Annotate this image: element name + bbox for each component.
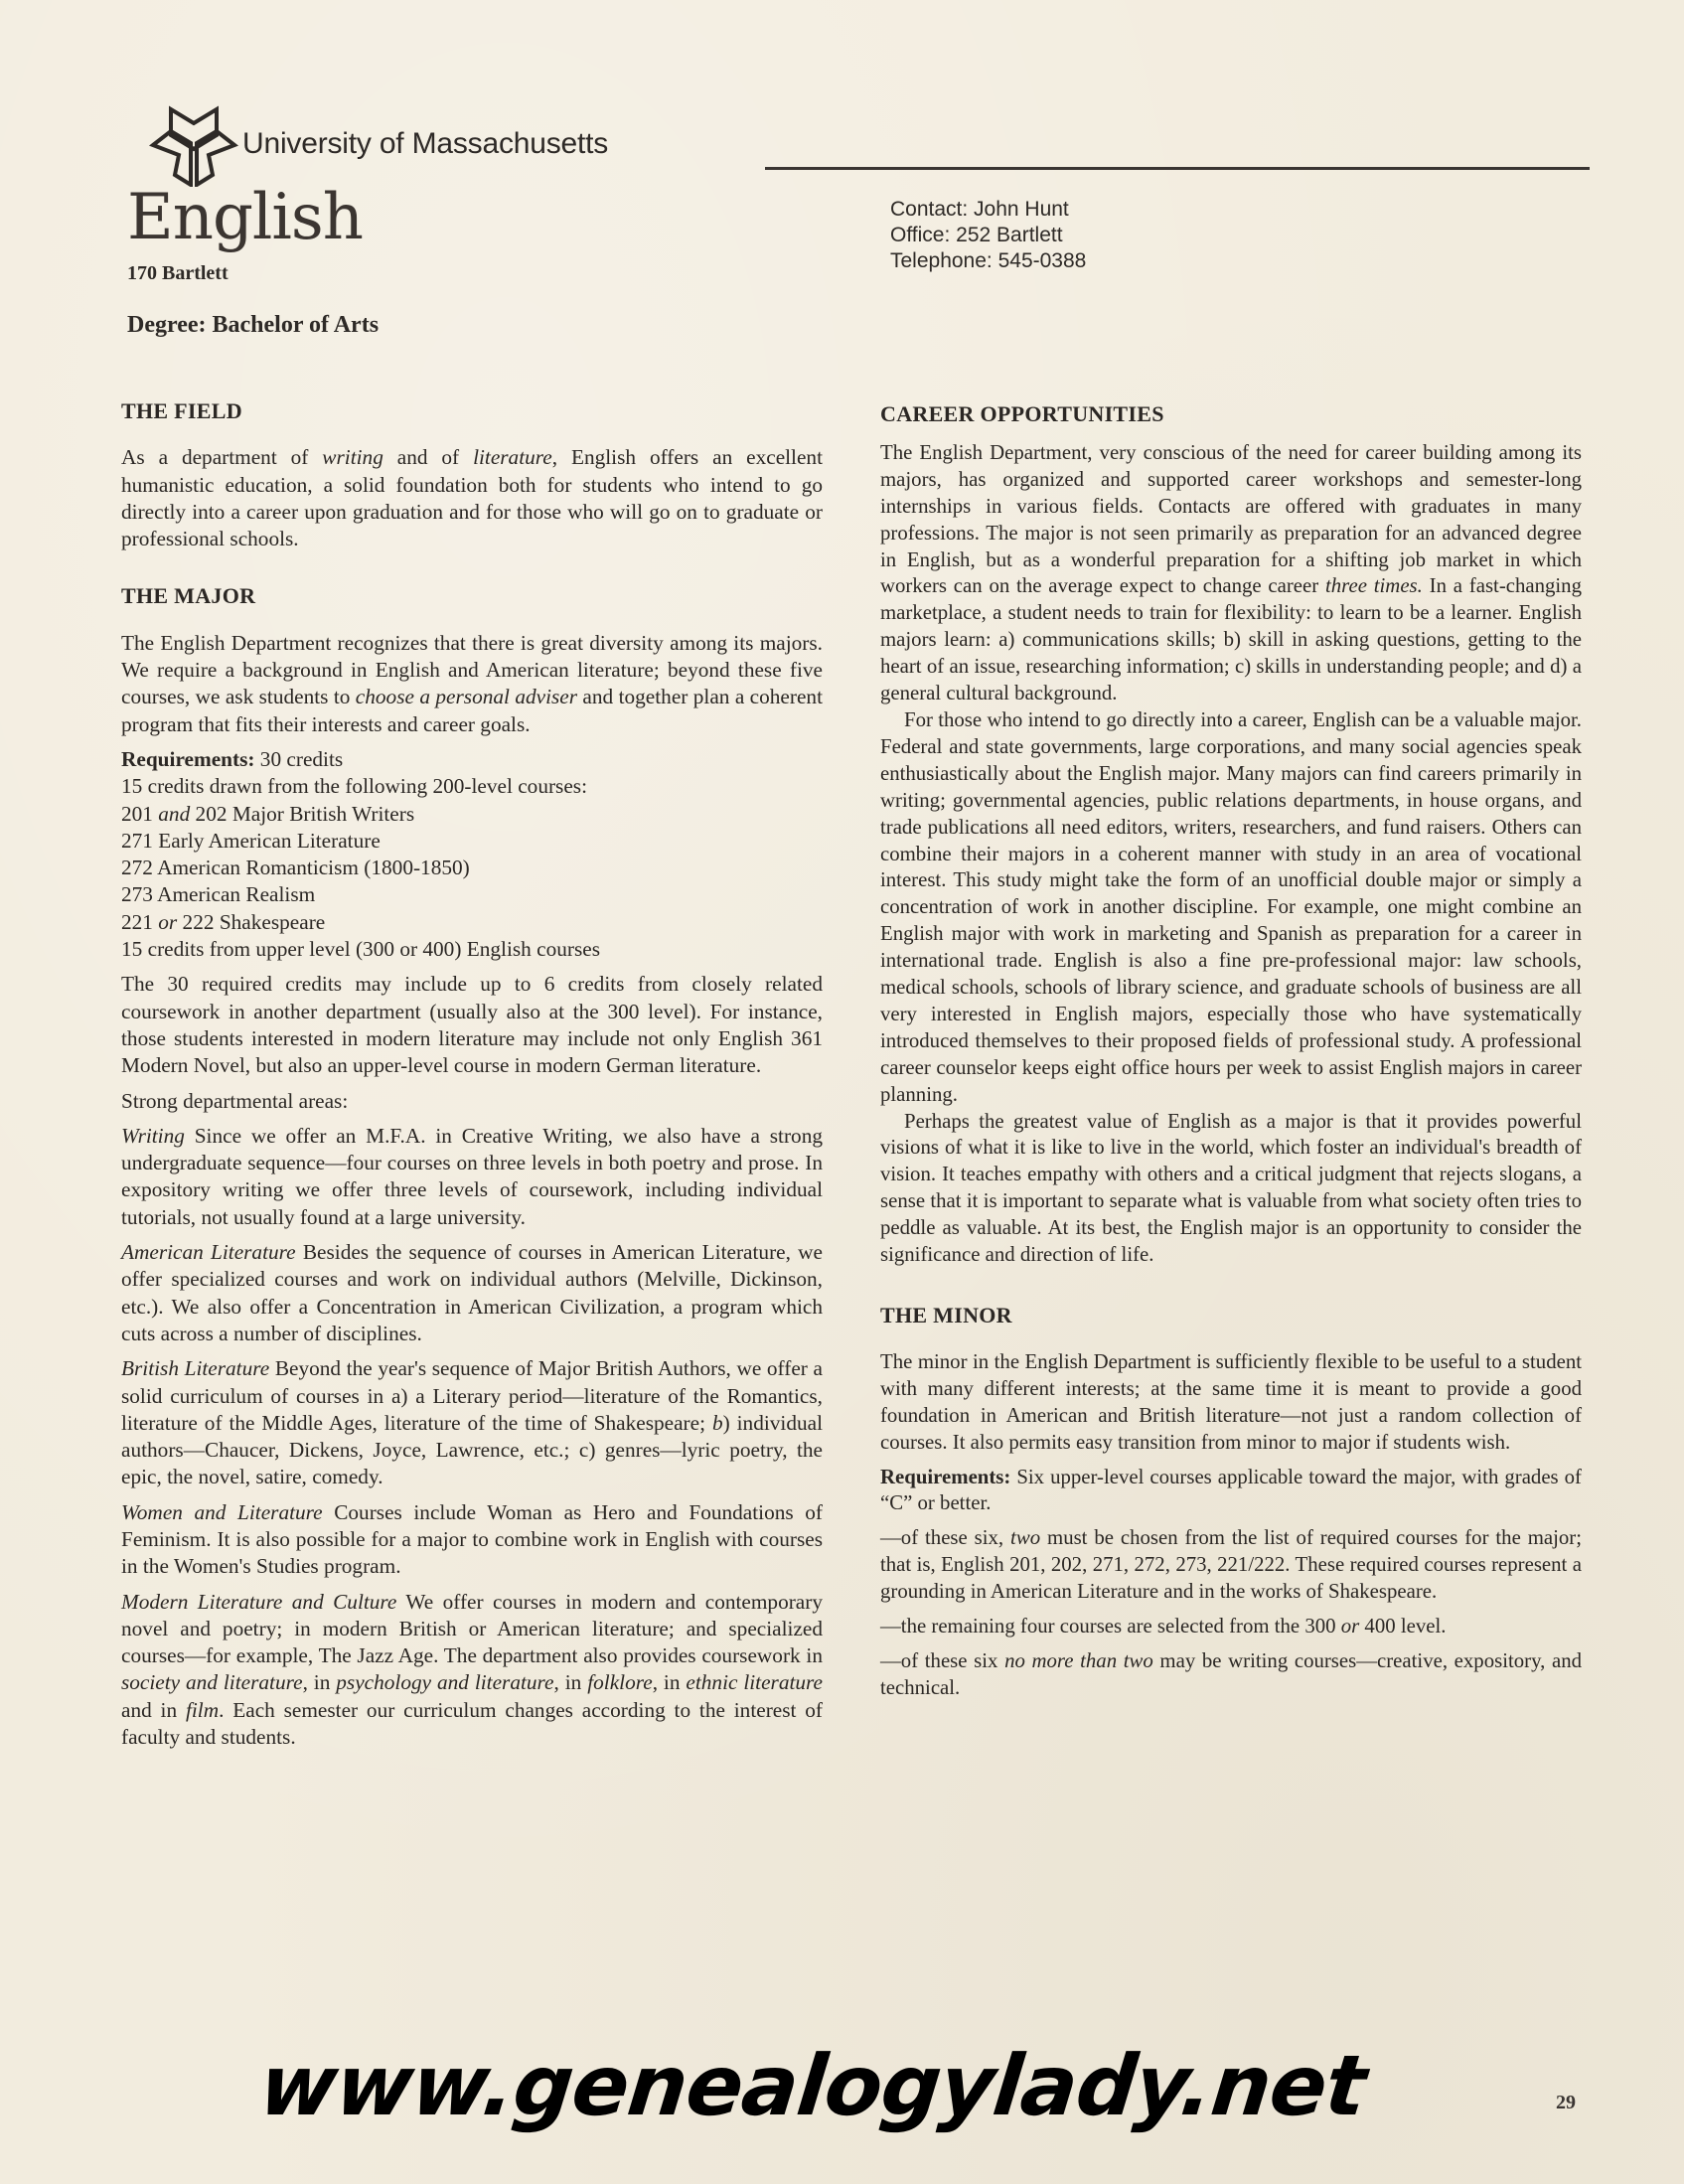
area-american-literature	[121, 1239, 823, 1347]
area-title: British Literature	[121, 1356, 270, 1381]
requirements-value: 30 credits	[254, 746, 344, 771]
course-item: 272 American Romanticism (1800-1850)	[121, 856, 470, 880]
career-paragraph-1	[880, 440, 1582, 707]
watermark-text: www.genealogylady.net	[254, 2037, 1370, 2134]
text: The English Department recognizes that there is great diversity among its majors. We require a background in English and American literature; beyond these five courses, we ask students to	[121, 630, 823, 709]
text: and in	[121, 1697, 186, 1722]
text: 222 Shakespeare	[177, 909, 326, 934]
requirements-label: Requirements:	[880, 1465, 1011, 1488]
text: Courses include Woman as Hero and Foundations of Feminism. It is also possible for a major to combine work in English with courses in the Women's Studies program.	[121, 1499, 823, 1579]
section-heading-field: THE FIELD	[121, 398, 242, 423]
section-heading-major: THE MAJOR	[121, 583, 256, 609]
department-address: 170 Bartlett	[127, 262, 229, 284]
text: , in	[553, 1670, 588, 1695]
minor-rule-2	[880, 1614, 1582, 1640]
text: Besides the sequence of courses in American Literature, we offer specialized courses and work on individual authors (Melville, Dickinson, etc.). We also offer a Concentration in American Civilization, a program which cuts across a number of disciplines.	[121, 1240, 823, 1345]
section-heading-minor: THE MINOR	[880, 1303, 1012, 1327]
text: Since we offer an M.F.A. in Creative Writing, we also have a strong undergraduate sequence—four courses on three levels in both poetry and prose. In expository writing we offer three levels of coursework, including individual tutorials, not usually found at a large university.	[121, 1123, 823, 1229]
right-column	[880, 401, 1582, 1710]
text-italic: three times.	[1324, 574, 1423, 598]
text: may be writing courses—creative, expository, and technical.	[880, 1648, 1582, 1699]
contact-name: Contact: John Hunt	[890, 198, 1069, 221]
text-italic: society and literature	[121, 1670, 303, 1695]
course-item	[121, 801, 823, 828]
area-writing	[121, 1123, 823, 1231]
degree-label: Degree: Bachelor of Arts	[127, 312, 380, 338]
requirements-label: Requirements:	[121, 746, 255, 771]
course-item: 15 credits from upper level (300 or 400) English courses	[121, 937, 601, 962]
areas-label: Strong departmental areas:	[121, 1088, 349, 1113]
page-number: 29	[1556, 2092, 1576, 2113]
major-requirements	[121, 746, 823, 773]
career-paragraph-3: Perhaps the greatest value of English as a major is that it provides powerful visions of what it is like to live in the world, which foster an individual's breadth of vision. It teaches empathy with others and a critical judgment that rejects slogans, a sense that it is important to separate what is valuable from what society often tries to peddle as valuable. At its best, the English major is an opportunity to consider the significance and direction of life.	[880, 1109, 1582, 1267]
text: —the remaining four courses are selected from the 300	[880, 1615, 1341, 1638]
text: —of these six,	[880, 1526, 1011, 1550]
text-italic: psychology and literature	[336, 1670, 554, 1695]
text: 221	[121, 909, 159, 934]
major-intro	[121, 630, 823, 738]
minor-paragraph: The minor in the English Department is sufficiently flexible to be useful to a student with many different interests; at the same time it is meant to provide a good foundation in American and British literature—not just a random collection of courses. It also permits easy transition from minor to major if students wish.	[880, 1349, 1582, 1454]
left-column	[121, 397, 823, 1759]
contact-office: Office: 252 Bartlett	[890, 224, 1063, 246]
text: Six upper-level courses applicable toward the major, with grades of “C” or better.	[880, 1465, 1582, 1515]
course-item: 273 American Realism	[121, 882, 316, 907]
text-italic: and	[158, 801, 191, 826]
text-italic: choose a personal adviser	[355, 685, 578, 709]
text: In a fast-changing marketplace, a student needs to train for flexibility: to learn to be a learner. English majors learn: a) communications skills; b) skill in asking questions, getting to the heart of an issue, researching information; c) skills in understanding people; and d) a general cultural background.	[880, 574, 1582, 705]
text: Beyond the year's sequence of Major British Authors, we offer a solid curriculum of courses in a) a Literary period—literature of the Romantics, literature of the Middle Ages, literature of the time of Shakespeare;	[121, 1356, 823, 1435]
area-title: Writing	[121, 1123, 185, 1148]
text: 400 level.	[1359, 1615, 1447, 1638]
area-modern-literature	[121, 1589, 823, 1752]
section-heading-career: CAREER OPPORTUNITIES	[880, 401, 1164, 426]
contact-block	[890, 197, 1086, 274]
requirements-line: 15 credits drawn from the following 200-level courses:	[121, 774, 587, 799]
text: , in	[302, 1670, 337, 1695]
university-name: University of Massachusetts	[242, 127, 609, 160]
area-british-literature	[121, 1355, 823, 1490]
text-italic: folklore	[587, 1670, 653, 1695]
minor-rule-1	[880, 1525, 1582, 1606]
text: 201	[121, 801, 159, 826]
course-item	[121, 909, 823, 936]
area-title: Modern Literature and Culture	[121, 1589, 397, 1614]
text: and together plan a coherent program that fits their interests and career goals.	[121, 685, 823, 736]
text: As a department of	[121, 445, 323, 470]
header-rule	[765, 167, 1590, 170]
career-paragraph-2: For those who intend to go directly into a career, English can be a valuable major. Federal and state governments, large corporations, and many social agencies speak enthusiastically about the English major. Many majors can find careers primarily in writing; governmental agencies, public relations departments, in house organs, and trade publications all need editors, writers, researchers, and fund raisers. Others can combine their majors in a coherent manner with study in an area of vocational interest. This study might take the form of an unofficial double major or simply a concentration of work in another discipline. For example, one might combine an English major with work in marketing and Spanish as preparation for a career in international trade. English is also a fine pre-professional major: law schools, medical schools, schools of library science, and graduate schools of business are all very interested in English majors, especially those who have systematically introduced themselves to their proposed fields of professional study. A professional career counselor keeps eight office hours per week to assist English majors in career planning.	[880, 707, 1582, 1106]
text-italic: writing	[322, 445, 383, 470]
contact-telephone: Telephone: 545-0388	[890, 249, 1087, 272]
text: ) individual authors—Chaucer, Dickens, Joyce, Lawrence, etc.; c) genres—lyric poetry, the epic, the novel, satire, comedy.	[121, 1410, 824, 1489]
credits-note: The 30 required credits may include up to 6 credits from closely related coursework in another department (usually also at the 300 level). For instance, those students interested in modern literature may include not only English 361 Modern Novel, but also an upper-level course in modern German literature.	[121, 972, 823, 1078]
text: and of	[383, 445, 474, 470]
text-italic: literature	[473, 445, 552, 470]
text-italic: b	[711, 1410, 723, 1435]
text-italic: or	[1340, 1615, 1360, 1638]
area-title: Women and Literature	[121, 1499, 323, 1524]
text-italic: ethnic literature	[686, 1670, 824, 1695]
area-title: American Literature	[121, 1240, 296, 1265]
text-italic: film	[185, 1697, 220, 1722]
minor-rule-3	[880, 1648, 1582, 1702]
course-item: 271 Early American Literature	[121, 828, 381, 853]
text: , English offers an excellent humanistic education, a solid foundation both for students who intend to go directly into a career upon graduation and for those who will go on to graduate or professional schools.	[121, 445, 823, 551]
text: must be chosen from the list of required courses for the major; that is, English 201, 202, 271, 272, 273, 221/222. These required courses represent a grounding in American Literature and in the works of Shakespeare.	[880, 1526, 1582, 1604]
text-italic: or	[158, 909, 178, 934]
department-title: English	[127, 181, 363, 254]
text: We offer courses in modern and contemporary novel and poetry; in modern British or American literature; and specialized courses—for example, The Jazz Age. The department also provides coursework in	[121, 1589, 824, 1668]
text: —of these six	[880, 1648, 1005, 1672]
umass-star-logo-icon	[149, 105, 238, 187]
area-women-literature	[121, 1499, 823, 1581]
minor-requirements	[880, 1465, 1582, 1518]
text-italic: two	[1010, 1526, 1041, 1550]
text: . Each semester our curriculum changes according to the interest of faculty and students.	[121, 1697, 823, 1750]
field-paragraph	[121, 444, 823, 552]
text: The English Department, very conscious of the need for career building among its majors, has organized and supported career workshops and semester-long internships in various fields. Contacts are offered with graduates in many professions. The major is not seen primarily as preparation for an advanced degree in English, but as a wonderful preparation for a shifting job market in which workers can on the average expect to change career	[880, 440, 1582, 598]
text-italic: no more than two	[1004, 1648, 1153, 1672]
text: 202 Major British Writers	[190, 801, 415, 826]
text: , in	[652, 1670, 687, 1695]
